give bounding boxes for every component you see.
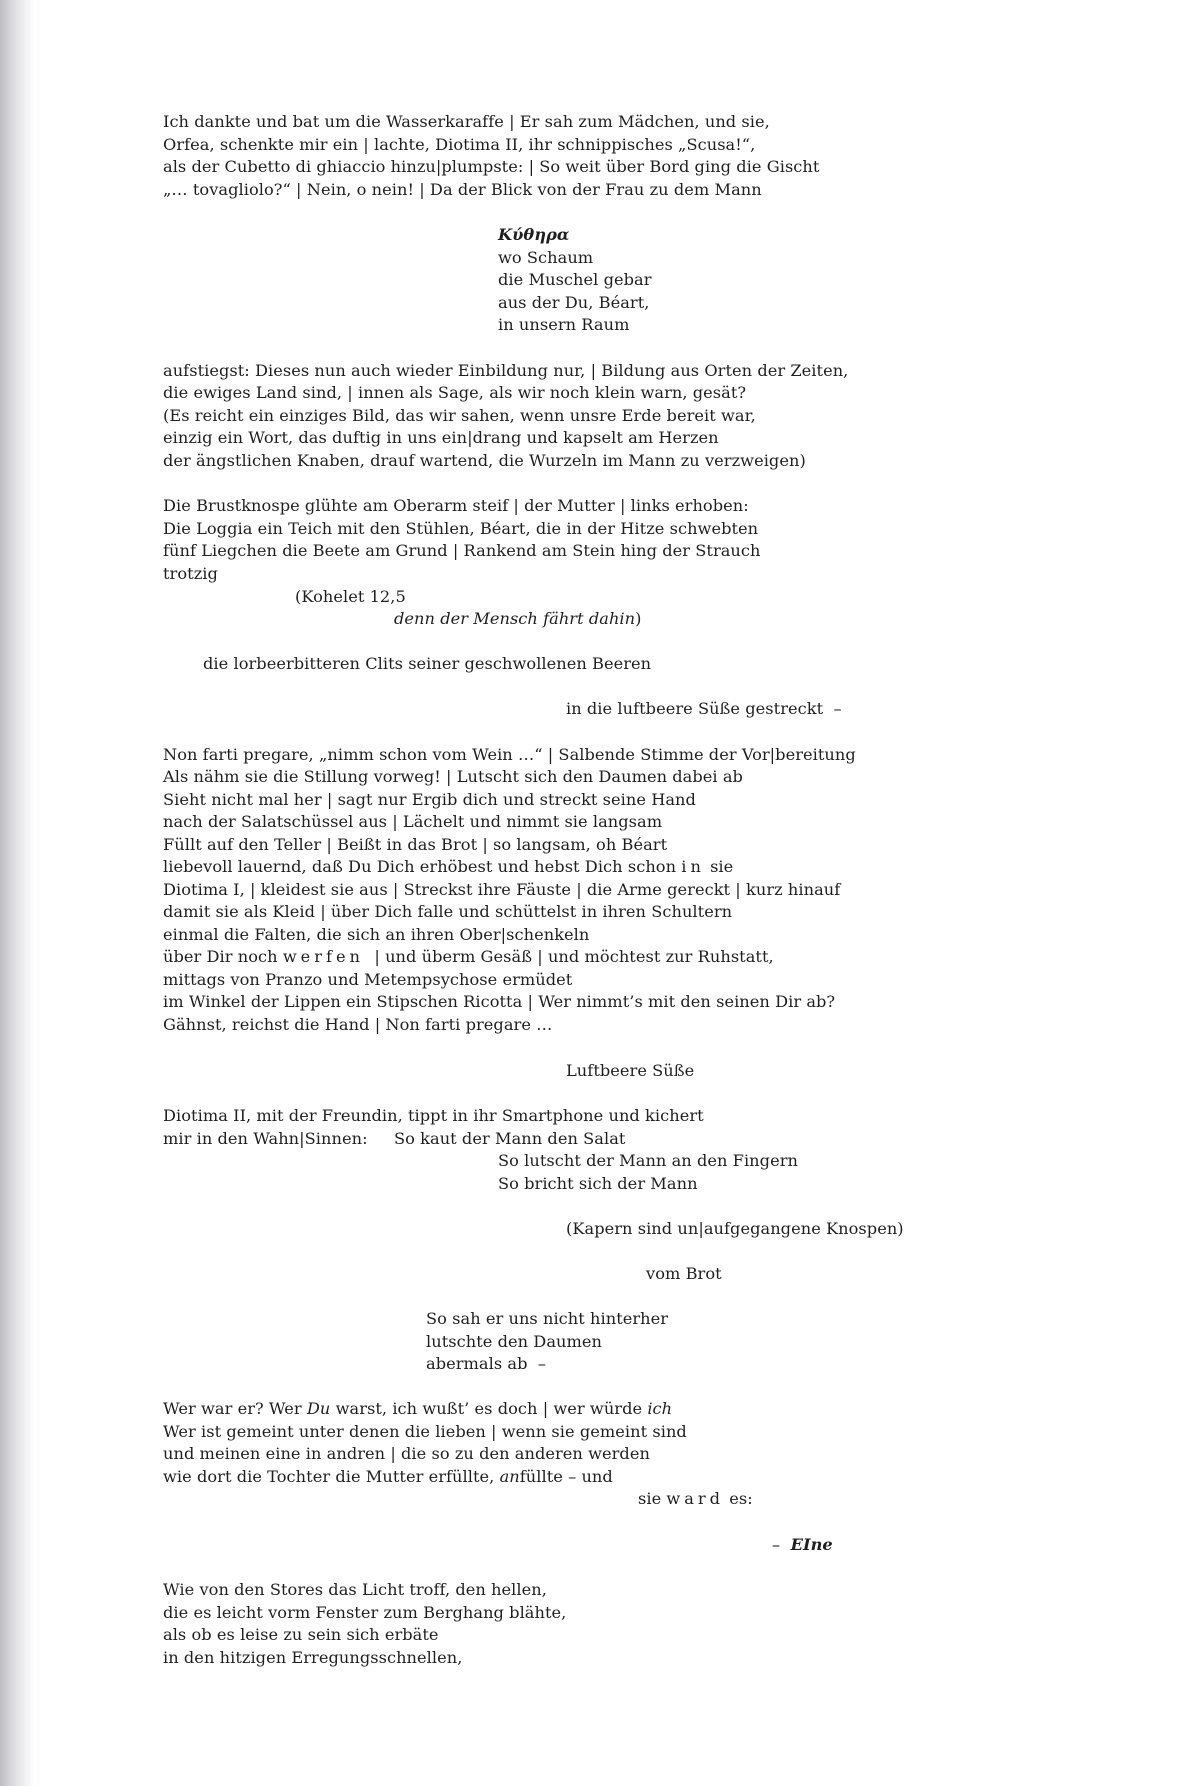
section-heading: Luftbeere Süße: [566, 1061, 695, 1080]
poem-line: einzig ein Wort, das duftig in uns ein|drang und kapselt am Herzen: [163, 428, 719, 447]
poem-line: als der Cubetto di ghiaccio hinzu|plumpste: | So weit über Bord ging die Gischt: [163, 157, 820, 176]
poem-line: Diotima II, mit der Freundin, tippt in ihr Smartphone und kichert: [163, 1106, 704, 1125]
poem-line: mir in den Wahn|Sinnen:: [163, 1129, 368, 1148]
poem-line: Ich dankte und bat um die Wasserkaraffe | Er sah zum Mädchen, und sie,: [163, 112, 770, 131]
spaced-word: werfen: [282, 947, 364, 966]
poem-line: im Winkel der Lippen ein Stipschen Ricotta | Wer nimmt’s mit den seinen Dir ab?: [163, 992, 836, 1011]
poem-line: vom Brot: [646, 1264, 722, 1283]
kohelet-quote: denn der Mensch fährt dahin: [394, 609, 636, 628]
poem-line: Die Brustknospe glühte am Oberarm steif | der Mutter | links erhoben:: [163, 496, 749, 515]
spaced-word: ward: [666, 1489, 725, 1508]
poem-line: aufstiegst: Dieses nun auch wieder Einbildung nur, | Bildung aus Orten der Zeiten,: [163, 361, 849, 380]
kohelet-quote-line: [394, 609, 642, 629]
poem-line: So lutscht der Mann an den Fingern: [498, 1151, 798, 1170]
text-span: sie: [704, 857, 734, 876]
poem-line: Sieht nicht mal her | sagt nur Ergib dich und streckt seine Hand: [163, 790, 696, 809]
poem-line: Diotima I, | kleidest sie aus | Streckst ihre Fäuste | die Arme gereckt | kurz hinauf: [163, 880, 841, 899]
poem-line: [163, 1467, 613, 1487]
italic-word: an: [499, 1467, 520, 1486]
text-span: wie dort die Tochter die Mutter erfüllte,: [163, 1467, 500, 1486]
poem-line: trotzig: [163, 564, 218, 583]
poem-line: mittags von Pranzo und Metempsychose ermüdet: [163, 970, 573, 989]
poem-line: lutschte den Daumen: [426, 1332, 603, 1351]
italic-word: ich: [647, 1399, 673, 1418]
poem-line: (Kapern sind un|aufgegangene Knospen): [566, 1219, 904, 1238]
spaced-word: in: [681, 857, 705, 876]
text-span: liebevoll lauernd, daß Du Dich erhöbest und hebst Dich schon: [163, 857, 682, 876]
poem-line: (Es reicht ein einziges Bild, das wir sahen, wenn unsre Erde bereit war,: [163, 406, 756, 425]
poem-line: die Muschel gebar: [498, 270, 652, 289]
poem-line: So bricht sich der Mann: [498, 1174, 698, 1193]
poem-line: Die Loggia ein Teich mit den Stühlen, Béart, die in der Hitze schwebten: [163, 519, 759, 538]
poem-line: Non farti pregare, „nimm schon vom Wein …“ | Salbende Stimme der Vor|bereitung: [163, 745, 856, 764]
poem-line: Orfea, schenkte mir ein | lachte, Diotima II, ihr schnippisches „Scusa!“,: [163, 135, 756, 154]
text-span: füllte – und: [519, 1467, 613, 1486]
poem-line: [638, 1489, 753, 1509]
poem-line: [163, 947, 774, 967]
poem-line: in unsern Raum: [498, 315, 630, 334]
poem-line: und meinen eine in andren | die so zu den anderen werden: [163, 1444, 650, 1463]
text-span: sie: [638, 1489, 667, 1508]
poem-line: abermals ab –: [426, 1354, 547, 1373]
eine-line: [772, 1535, 833, 1555]
poem-line: einmal die Falten, die sich an ihren Ober|schenkeln: [163, 925, 590, 944]
poem-line: in den hitzigen Erregungsschnellen,: [163, 1648, 463, 1667]
eine-word: EIne: [790, 1535, 833, 1554]
poem-line: Füllt auf den Teller | Beißt in das Brot | so langsam, oh Béart: [163, 835, 668, 854]
poem-line: Wer ist gemeint unter denen die lieben | wenn sie gemeint sind: [163, 1422, 687, 1441]
poem-line: der ängstlichen Knaben, drauf wartend, die Wurzeln im Mann zu verzweigen): [163, 451, 806, 470]
poem-line: Als nähm sie die Stillung vorweg! | Lutscht sich den Daumen dabei ab: [163, 767, 743, 786]
poem-line: [163, 1399, 672, 1419]
poem-line: die es leicht vorm Fenster zum Berghang blähte,: [163, 1603, 567, 1622]
poem-line: die lorbeerbitteren Clits seiner geschwollenen Beeren: [203, 654, 652, 673]
poem-line: Wie von den Stores das Licht troff, den hellen,: [163, 1580, 547, 1599]
text-span: über Dir noch: [163, 947, 283, 966]
kohelet-close: ): [635, 609, 642, 628]
poem-line: die ewiges Land sind, | innen als Sage, als wir noch klein warn, gesät?: [163, 383, 747, 402]
poem-line: So kaut der Mann den Salat: [394, 1129, 626, 1148]
italic-word: Du: [306, 1399, 331, 1418]
poem-line: fünf Liegchen die Beete am Grund | Rankend am Stein hing der Strauch: [163, 541, 761, 560]
poem-line: wo Schaum: [498, 248, 594, 267]
kythera-title: Κύθηρα: [498, 225, 570, 244]
text-span: es:: [724, 1489, 753, 1508]
text-span: warst, ich wußt’ es doch | wer würde: [330, 1399, 648, 1418]
dash: –: [772, 1535, 781, 1554]
poem-line: So sah er uns nicht hinterher: [426, 1309, 669, 1328]
poem-line: in die luftbeere Süße gestreckt –: [566, 699, 842, 718]
text-span: Wer war er? Wer: [163, 1399, 307, 1418]
kohelet-reference: (Kohelet 12,5: [295, 587, 406, 606]
poem-line: aus der Du, Béart,: [498, 293, 650, 312]
poem-line: als ob es leise zu sein sich erbäte: [163, 1625, 439, 1644]
poem-line: Gähnst, reichst die Hand | Non farti pregare …: [163, 1015, 553, 1034]
text-span: | und überm Gesäß | und möchtest zur Ruhstatt,: [363, 947, 774, 966]
poem-line: „… tovagliolo?“ | Nein, o nein! | Da der Blick von der Frau zu dem Mann: [163, 180, 762, 199]
poem-line: damit sie als Kleid | über Dich falle und schüttelst in ihren Schultern: [163, 902, 733, 921]
poem-line: nach der Salatschüssel aus | Lächelt und nimmt sie langsam: [163, 812, 663, 831]
poem-line: [163, 857, 733, 877]
